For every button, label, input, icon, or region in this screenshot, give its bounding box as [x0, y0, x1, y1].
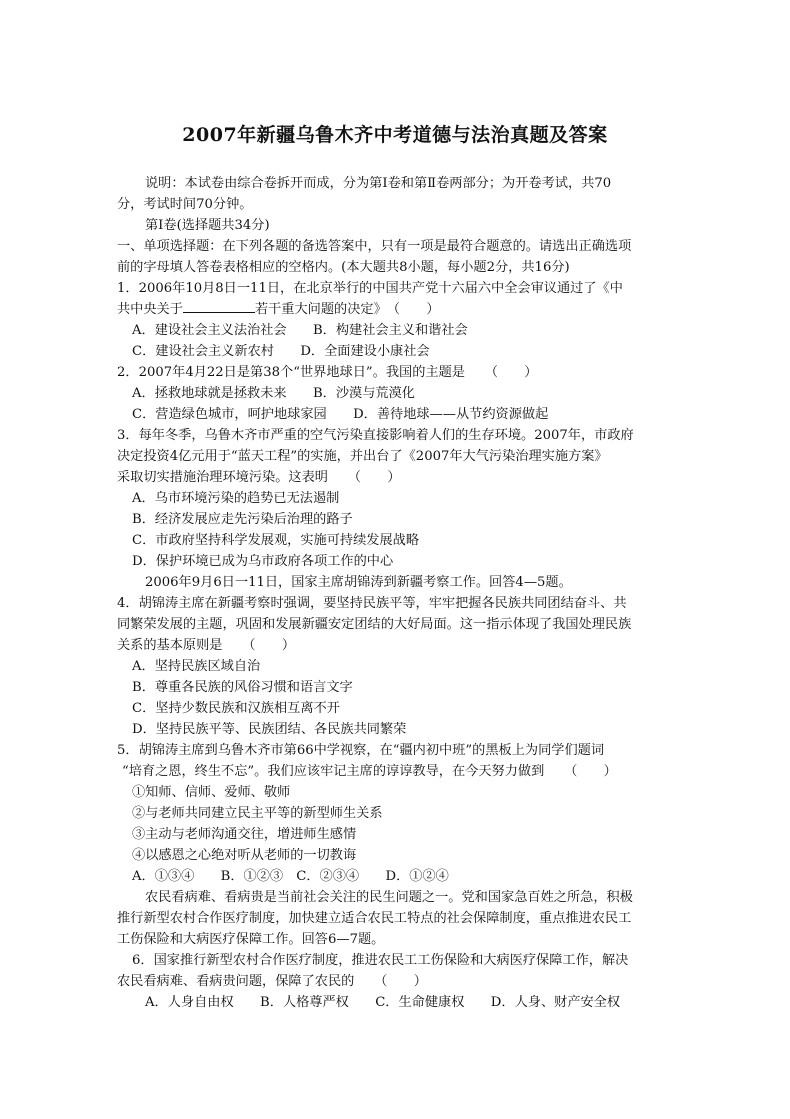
statement-line: ①知师、信师、爱师、敬师 — [132, 785, 291, 800]
text-line: 前的字母填人答卷表格相应的空格内。(本大题共8小题，每小题2分，共16分) — [117, 260, 570, 275]
question-2: 2．2007年4月22日是第38个“世界地球日”。我国的主题是 （ ） — [117, 365, 538, 380]
statement-line: ②与老师共同建立民主平等的新型师生关系 — [132, 806, 383, 821]
question-4: 4．胡锦涛主席在新疆考察时强调，要坚持民族平等，牢牢把握各民族共同团结奋斗、共 — [117, 596, 627, 611]
question-3: 3．每年冬季，乌鲁木齐市严重的空气污染直接影响着人们的生存环境。2007年，市政府 — [117, 428, 634, 443]
question-5: 5．胡锦涛主席到乌鲁木齐市第66中学视察，在“疆内初中班”的黑板上为同学们题词 — [117, 743, 605, 758]
option-line: A．坚持民族区域自治 — [132, 659, 261, 674]
statement-line: ④以感恩之心绝对听从老师的一切教诲 — [132, 848, 357, 863]
text-line: 农民看病难、看病贵问题，保障了农民的 （ ） — [117, 974, 427, 989]
text-line: 决定投资4亿元用于“蓝天工程”的实施，并出台了《2007年大气污染治理实施方案》 — [117, 449, 608, 464]
text-fragment: 若干重大问题的决定》 （ ） — [254, 302, 440, 317]
option-line: A．建设社会主义法治社会 B．构建社会主义和谐社会 — [132, 323, 468, 338]
page-title: 2007年新疆乌鲁木齐中考道德与法治真题及答案 — [182, 124, 608, 146]
fill-blank — [183, 300, 255, 313]
statement-line: ③主动与老师沟通交往，增进师生感情 — [132, 827, 357, 842]
text-line: 推行新型农村合作医疗制度，加快建立适合农民工特点的社会保障制度，重点推进农民工 — [117, 911, 632, 926]
option-line: D．保护环境已成为乌市政府各项工作的中心 — [132, 554, 394, 569]
option-line: C．营造绿色城市，呵护地球家园 D．善待地球——从节约资源做起 — [132, 407, 549, 422]
text-line: 关系的基本原则是 （ ） — [117, 638, 296, 653]
option-line: C．建设社会主义新农村 D．全面建设小康社会 — [132, 344, 430, 359]
material-intro: 2006年9月6日一11日，国家主席胡锦涛到新疆考察工作。回答4—5题。 — [145, 575, 572, 590]
text-line: “培育之恩，终生不忘”。我们应该牢记主席的谆谆教导，在今天努力做到 （ ） — [122, 764, 617, 779]
option-line: B．经济发展应走先污染后治理的路子 — [132, 512, 353, 527]
option-line: A．拯救地球就是拯救未来 B．沙漠与荒漠化 — [132, 386, 415, 401]
option-line: A．乌市环境污染的趋势已无法遏制 — [132, 491, 340, 506]
material-intro: 农民看病难、看病贵是当前社会关注的民生问题之一。党和国家急百姓之所急，积极 — [145, 890, 633, 905]
option-line: C．坚持少数民族和汉族相互离不开 — [132, 701, 340, 716]
question-6: 6．国家推行新型农村合作医疗制度，推进农民工工伤保险和大病医疗保障工作，解决 — [132, 953, 629, 968]
section-heading: 第Ⅰ卷(选择题共34分) — [145, 218, 270, 233]
text-line: 分，考试时间70分钟。 — [117, 197, 253, 212]
text-line: 一、单项选择题：在下列各题的备选答案中，只有一项是最符合题意的。请选出正确选项 — [117, 239, 632, 254]
option-line: C．市政府坚持科学发展观，实施可持续发展战略 — [132, 533, 420, 548]
question-1-cont — [117, 299, 440, 320]
question-1: 1．2006年10月8日一11日，在北京举行的中国共产党十六届六中全会审议通过了《中 — [117, 281, 623, 296]
option-line: A．①③④ B．①②③ C．②③④ D．①②④ — [132, 869, 449, 884]
option-line: D．坚持民族平等、民族团结、各民族共同繁荣 — [132, 722, 407, 737]
text-line: 同繁荣发展的主题，巩固和发展新疆安定团结的大好局面。这一指示体现了我国处理民族 — [117, 617, 632, 632]
option-line: B．尊重各民族的风俗习惯和语言文字 — [132, 680, 353, 695]
text-line: 工伤保险和大病医疗保障工作。回答6—7题。 — [117, 932, 385, 947]
text-line: 说明：本试卷由综合卷拆开而成，分为第Ⅰ卷和第Ⅱ卷两部分；为开卷考试，共70 — [145, 176, 612, 191]
option-line: A．人身自由权 B．人格尊严权 C．生命健康权 D．人身、财产安全权 — [145, 995, 621, 1010]
text-fragment: 共中央关于 — [117, 302, 183, 317]
text-line: 采取切实措施治理环境污染。这表明 （ ） — [117, 470, 401, 485]
